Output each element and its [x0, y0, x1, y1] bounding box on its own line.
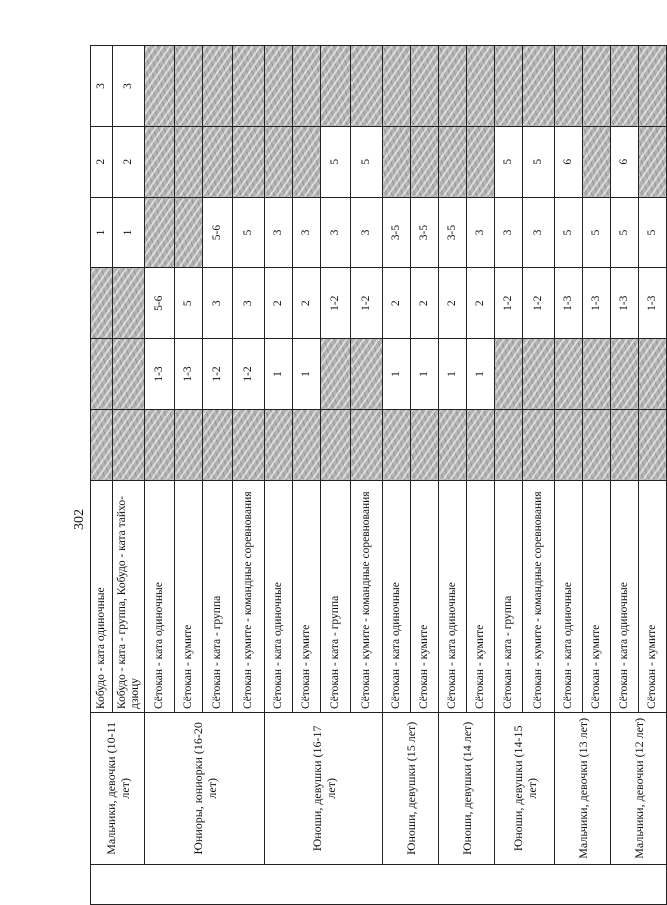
rotated-page — [70, 45, 658, 905]
value-cell: 3 — [265, 197, 293, 268]
value-cell: 3 — [351, 197, 383, 268]
value-cell: 5 — [495, 126, 523, 197]
value-cell — [583, 126, 611, 197]
value-cell — [639, 409, 667, 480]
value-cell: 1 — [293, 339, 321, 410]
value-cell — [293, 409, 321, 480]
value-cell: 5 — [321, 126, 351, 197]
value-cell: 2 — [467, 268, 495, 339]
value-cell: 1 — [383, 339, 411, 410]
table-row — [145, 46, 175, 905]
value-cell: 3 — [113, 46, 145, 127]
value-cell — [145, 197, 175, 268]
value-cell: 3 — [233, 268, 265, 339]
value-cell: 5 — [233, 197, 265, 268]
value-cell — [203, 46, 233, 127]
value-cell — [495, 46, 523, 127]
value-cell — [383, 46, 411, 127]
value-cell — [175, 409, 203, 480]
discipline-cell: Сётокан - ката - группа — [495, 480, 523, 712]
value-cell — [175, 197, 203, 268]
value-cell — [639, 46, 667, 127]
value-cell — [383, 409, 411, 480]
value-cell: 1-2 — [523, 268, 555, 339]
value-cell — [203, 126, 233, 197]
value-cell — [411, 126, 439, 197]
discipline-cell: Сётокан - кумите — [175, 480, 203, 712]
value-cell: 3 — [203, 268, 233, 339]
value-cell: 3-5 — [411, 197, 439, 268]
value-cell — [439, 46, 467, 127]
value-cell: 5 — [555, 197, 583, 268]
value-cell: 5 — [175, 268, 203, 339]
discipline-cell: Сётокан - ката одиночные — [265, 480, 293, 712]
value-cell — [495, 409, 523, 480]
value-cell — [611, 339, 639, 410]
table-row — [383, 46, 411, 905]
value-cell: 5-6 — [203, 197, 233, 268]
table-row — [265, 46, 293, 905]
value-cell: 2 — [293, 268, 321, 339]
value-cell: 2 — [91, 126, 113, 197]
value-cell: 3 — [293, 197, 321, 268]
value-cell — [611, 409, 639, 480]
discipline-cell: Сётокан - ката одиночные — [383, 480, 411, 712]
value-cell — [583, 339, 611, 410]
value-cell — [467, 409, 495, 480]
value-cell: 5 — [523, 126, 555, 197]
value-cell — [555, 46, 583, 127]
discipline-cell: Сётокан - кумите - командные соревнования — [233, 480, 265, 712]
discipline-cell: Кобудо - ката одиночные — [91, 480, 113, 712]
value-cell: 3 — [467, 197, 495, 268]
value-cell: 3 — [495, 197, 523, 268]
value-cell — [639, 339, 667, 410]
discipline-cell: Сётокан - ката одиночные — [555, 480, 583, 712]
value-cell — [175, 46, 203, 127]
value-cell — [113, 268, 145, 339]
value-cell: 1-3 — [611, 268, 639, 339]
discipline-cell: Сётокан - кумите — [293, 480, 321, 712]
value-cell: 5 — [351, 126, 383, 197]
value-cell: 1 — [265, 339, 293, 410]
discipline-cell: Сётокан - кумите — [467, 480, 495, 712]
value-cell: 3-5 — [439, 197, 467, 268]
value-cell — [113, 339, 145, 410]
value-cell: 3 — [321, 197, 351, 268]
value-cell: 2 — [265, 268, 293, 339]
value-cell — [555, 409, 583, 480]
value-cell: 1 — [411, 339, 439, 410]
value-cell — [351, 409, 383, 480]
value-cell — [467, 46, 495, 127]
value-cell: 6 — [611, 126, 639, 197]
value-cell: 5-6 — [145, 268, 175, 339]
value-cell — [321, 46, 351, 127]
value-cell: 1-3 — [639, 268, 667, 339]
discipline-cell: Сётокан - кумите - командные соревнования — [523, 480, 555, 712]
value-cell — [265, 409, 293, 480]
sports-table — [90, 45, 667, 905]
discipline-cell: Сётокан - кумите — [411, 480, 439, 712]
value-cell — [113, 409, 145, 480]
value-cell: 1-2 — [351, 268, 383, 339]
value-cell: 2 — [411, 268, 439, 339]
value-cell: 5 — [583, 197, 611, 268]
table-row — [91, 46, 113, 905]
value-cell — [91, 409, 113, 480]
value-cell — [439, 126, 467, 197]
value-cell — [411, 46, 439, 127]
value-cell: 5 — [639, 197, 667, 268]
value-cell: 6 — [555, 126, 583, 197]
discipline-cell: Сётокан - кумите - командные соревнования — [351, 480, 383, 712]
value-cell — [233, 46, 265, 127]
table-row — [439, 46, 467, 905]
value-cell: 3 — [523, 197, 555, 268]
value-cell — [293, 126, 321, 197]
value-cell — [233, 409, 265, 480]
value-cell: 1-3 — [583, 268, 611, 339]
value-cell — [583, 46, 611, 127]
discipline-cell: Сётокан - ката - группа — [203, 480, 233, 712]
discipline-cell: Сётокан - ката одиночные — [439, 480, 467, 712]
value-cell: 2 — [383, 268, 411, 339]
value-cell — [145, 409, 175, 480]
value-cell — [555, 339, 583, 410]
value-cell: 1 — [91, 197, 113, 268]
value-cell — [293, 46, 321, 127]
value-cell — [351, 46, 383, 127]
value-cell: 1-3 — [555, 268, 583, 339]
value-cell — [265, 126, 293, 197]
value-cell — [203, 409, 233, 480]
value-cell — [411, 409, 439, 480]
discipline-cell: Сётокан - ката одиночные — [145, 480, 175, 712]
discipline-cell: Сётокан - кумите — [583, 480, 611, 712]
value-cell — [439, 409, 467, 480]
value-cell — [523, 409, 555, 480]
value-cell — [383, 126, 411, 197]
table-row — [555, 46, 583, 905]
value-cell — [321, 339, 351, 410]
value-cell — [175, 126, 203, 197]
discipline-cell: Сётокан - ката - группа — [321, 480, 351, 712]
value-cell — [467, 126, 495, 197]
value-cell: 2 — [439, 268, 467, 339]
value-cell — [523, 339, 555, 410]
category-cell: Юниоры, юниорки (16-20 лет) — [145, 713, 265, 865]
table-row — [611, 46, 639, 905]
value-cell — [321, 409, 351, 480]
value-cell: 1-2 — [495, 268, 523, 339]
category-cell: Мальчики, девочки (10-11 лет) — [91, 713, 145, 865]
value-cell: 3 — [91, 46, 113, 127]
value-cell — [145, 46, 175, 127]
category-cell: Юноши, девушки (14 лет) — [439, 713, 495, 865]
value-cell — [351, 339, 383, 410]
value-cell: 1-3 — [145, 339, 175, 410]
value-cell: 1-3 — [175, 339, 203, 410]
value-cell — [91, 268, 113, 339]
page-number: 302 — [72, 509, 87, 530]
value-cell: 3-5 — [383, 197, 411, 268]
discipline-cell: Сётокан - ката одиночные — [611, 480, 639, 712]
value-cell: 1-2 — [203, 339, 233, 410]
discipline-cell: Кобудо - ката - группа, Кобудо - ката тайхо-дзюцу — [113, 480, 145, 712]
value-cell — [265, 46, 293, 127]
category-cell: Юноши, девушки (15 лет) — [383, 713, 439, 865]
category-cell: Юноши, девушки (14-15 лет) — [495, 713, 555, 865]
value-cell — [523, 46, 555, 127]
value-cell: 1-2 — [321, 268, 351, 339]
value-cell: 1-2 — [233, 339, 265, 410]
category-cell: Мальчики, девочки (13 лет) — [555, 713, 611, 865]
value-cell — [233, 126, 265, 197]
value-cell — [611, 46, 639, 127]
value-cell — [583, 409, 611, 480]
value-cell: 1 — [439, 339, 467, 410]
value-cell: 1 — [467, 339, 495, 410]
empty-column — [91, 864, 667, 904]
value-cell: 2 — [113, 126, 145, 197]
value-cell — [91, 339, 113, 410]
category-cell: Юноши, девушки (16-17 лет) — [265, 713, 383, 865]
category-cell: Мальчики, девочки (12 лет) — [611, 713, 667, 865]
table-row — [495, 46, 523, 905]
value-cell — [639, 126, 667, 197]
discipline-cell: Сётокан - кумите — [639, 480, 667, 712]
value-cell — [145, 126, 175, 197]
value-cell: 5 — [611, 197, 639, 268]
value-cell — [495, 339, 523, 410]
value-cell: 1 — [113, 197, 145, 268]
